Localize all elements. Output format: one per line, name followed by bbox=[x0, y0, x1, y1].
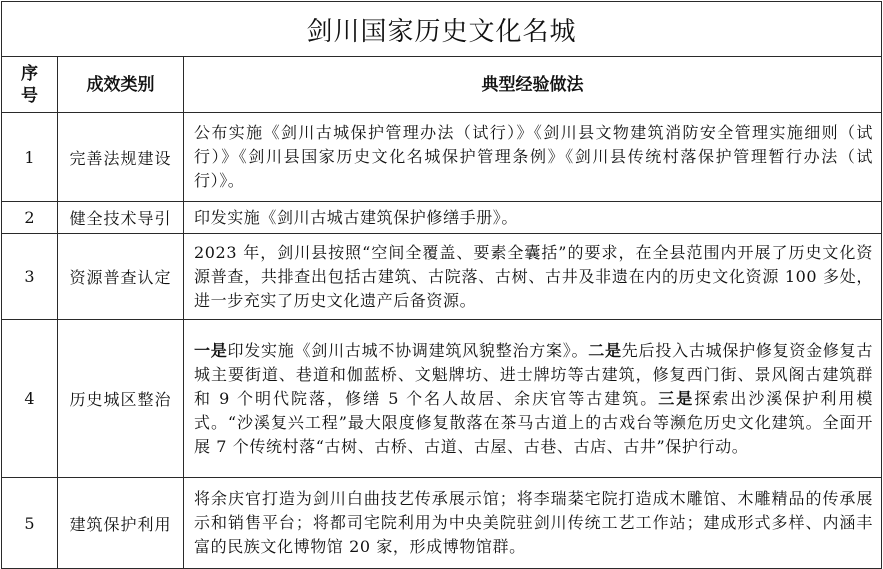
row-category: 建筑保护利用 bbox=[58, 478, 184, 569]
table-title: 剑川国家历史文化名城 bbox=[2, 2, 882, 57]
practice-second: 先后投入古城保护修复资金修复古城主要街道、巷道和伽蓝桥、文魁牌坊、进士牌坊等古建筑，修复西门街、景风阁古建筑群和 9 个明代院落，修缮 5 个名人故居、余庆官等古建筑。 bbox=[194, 340, 874, 408]
header-practice: 典型经验做法 bbox=[184, 57, 882, 113]
header-seq-label: 序号 bbox=[21, 63, 38, 106]
row-category: 健全技术导引 bbox=[58, 202, 184, 234]
header-row bbox=[2, 57, 882, 113]
lead-third: 三是 bbox=[658, 388, 695, 408]
lead-second: 二是 bbox=[588, 340, 622, 360]
table-row bbox=[2, 478, 882, 569]
table-row bbox=[2, 320, 882, 478]
header-seq bbox=[2, 57, 58, 113]
practice-third: 探索出沙溪保护利用模式。“沙溪复兴工程”最大限度修复散落在茶马古道上的古戏台等濒危历史文化建筑。全面开展 7 个传统村落“古树、古桥、古道、古屋、古巷、古店、古井”保护行动。 bbox=[194, 388, 874, 456]
policy-table bbox=[1, 1, 882, 569]
row-practice: 印发实施《剑川古城古建筑保护修缮手册》。 bbox=[184, 202, 882, 234]
table-row bbox=[2, 202, 882, 234]
practice-first: 印发实施《剑川古城不协调建筑风貌整治方案》。 bbox=[227, 340, 589, 360]
row-practice: 将余庆官打造为剑川白曲技艺传承展示馆；将李瑞棻宅院打造成木雕馆、木雕精品的传承展示和销售平台；将都司宅院利用为中央美院驻剑川传统工艺工作站；建成形式多样、内涵丰富的民族文化博物馆 20 家，形成博物馆群。 bbox=[184, 478, 882, 569]
table-row bbox=[2, 113, 882, 202]
row-practice bbox=[184, 320, 882, 478]
row-practice: 公布实施《剑川古城保护管理办法（试行）》《剑川县文物建筑消防安全管理实施细则（试行）》《剑川县国家历史文化名城保护管理条例》《剑川县传统村落保护管理暂行办法（试行）》。 bbox=[184, 113, 882, 202]
lead-first: 一是 bbox=[194, 340, 228, 360]
row-number: 1 bbox=[2, 113, 58, 202]
row-category: 资源普查认定 bbox=[58, 234, 184, 320]
row-category: 历史城区整治 bbox=[58, 320, 184, 478]
row-category: 完善法规建设 bbox=[58, 113, 184, 202]
policy-table-container bbox=[1, 1, 881, 569]
table-row bbox=[2, 234, 882, 320]
row-number: 5 bbox=[2, 478, 58, 569]
row-number: 3 bbox=[2, 234, 58, 320]
header-category: 成效类别 bbox=[58, 57, 184, 113]
row-number: 2 bbox=[2, 202, 58, 234]
row-practice: 2023 年，剑川县按照“空间全覆盖、要素全囊括”的要求，在全县范围内开展了历史文化资源普查，共排查出包括古建筑、古院落、古树、古井及非遗在内的历史文化资源 100 多处，进一步充实了历史文化遗产后备资源。 bbox=[184, 234, 882, 320]
row-number: 4 bbox=[2, 320, 58, 478]
